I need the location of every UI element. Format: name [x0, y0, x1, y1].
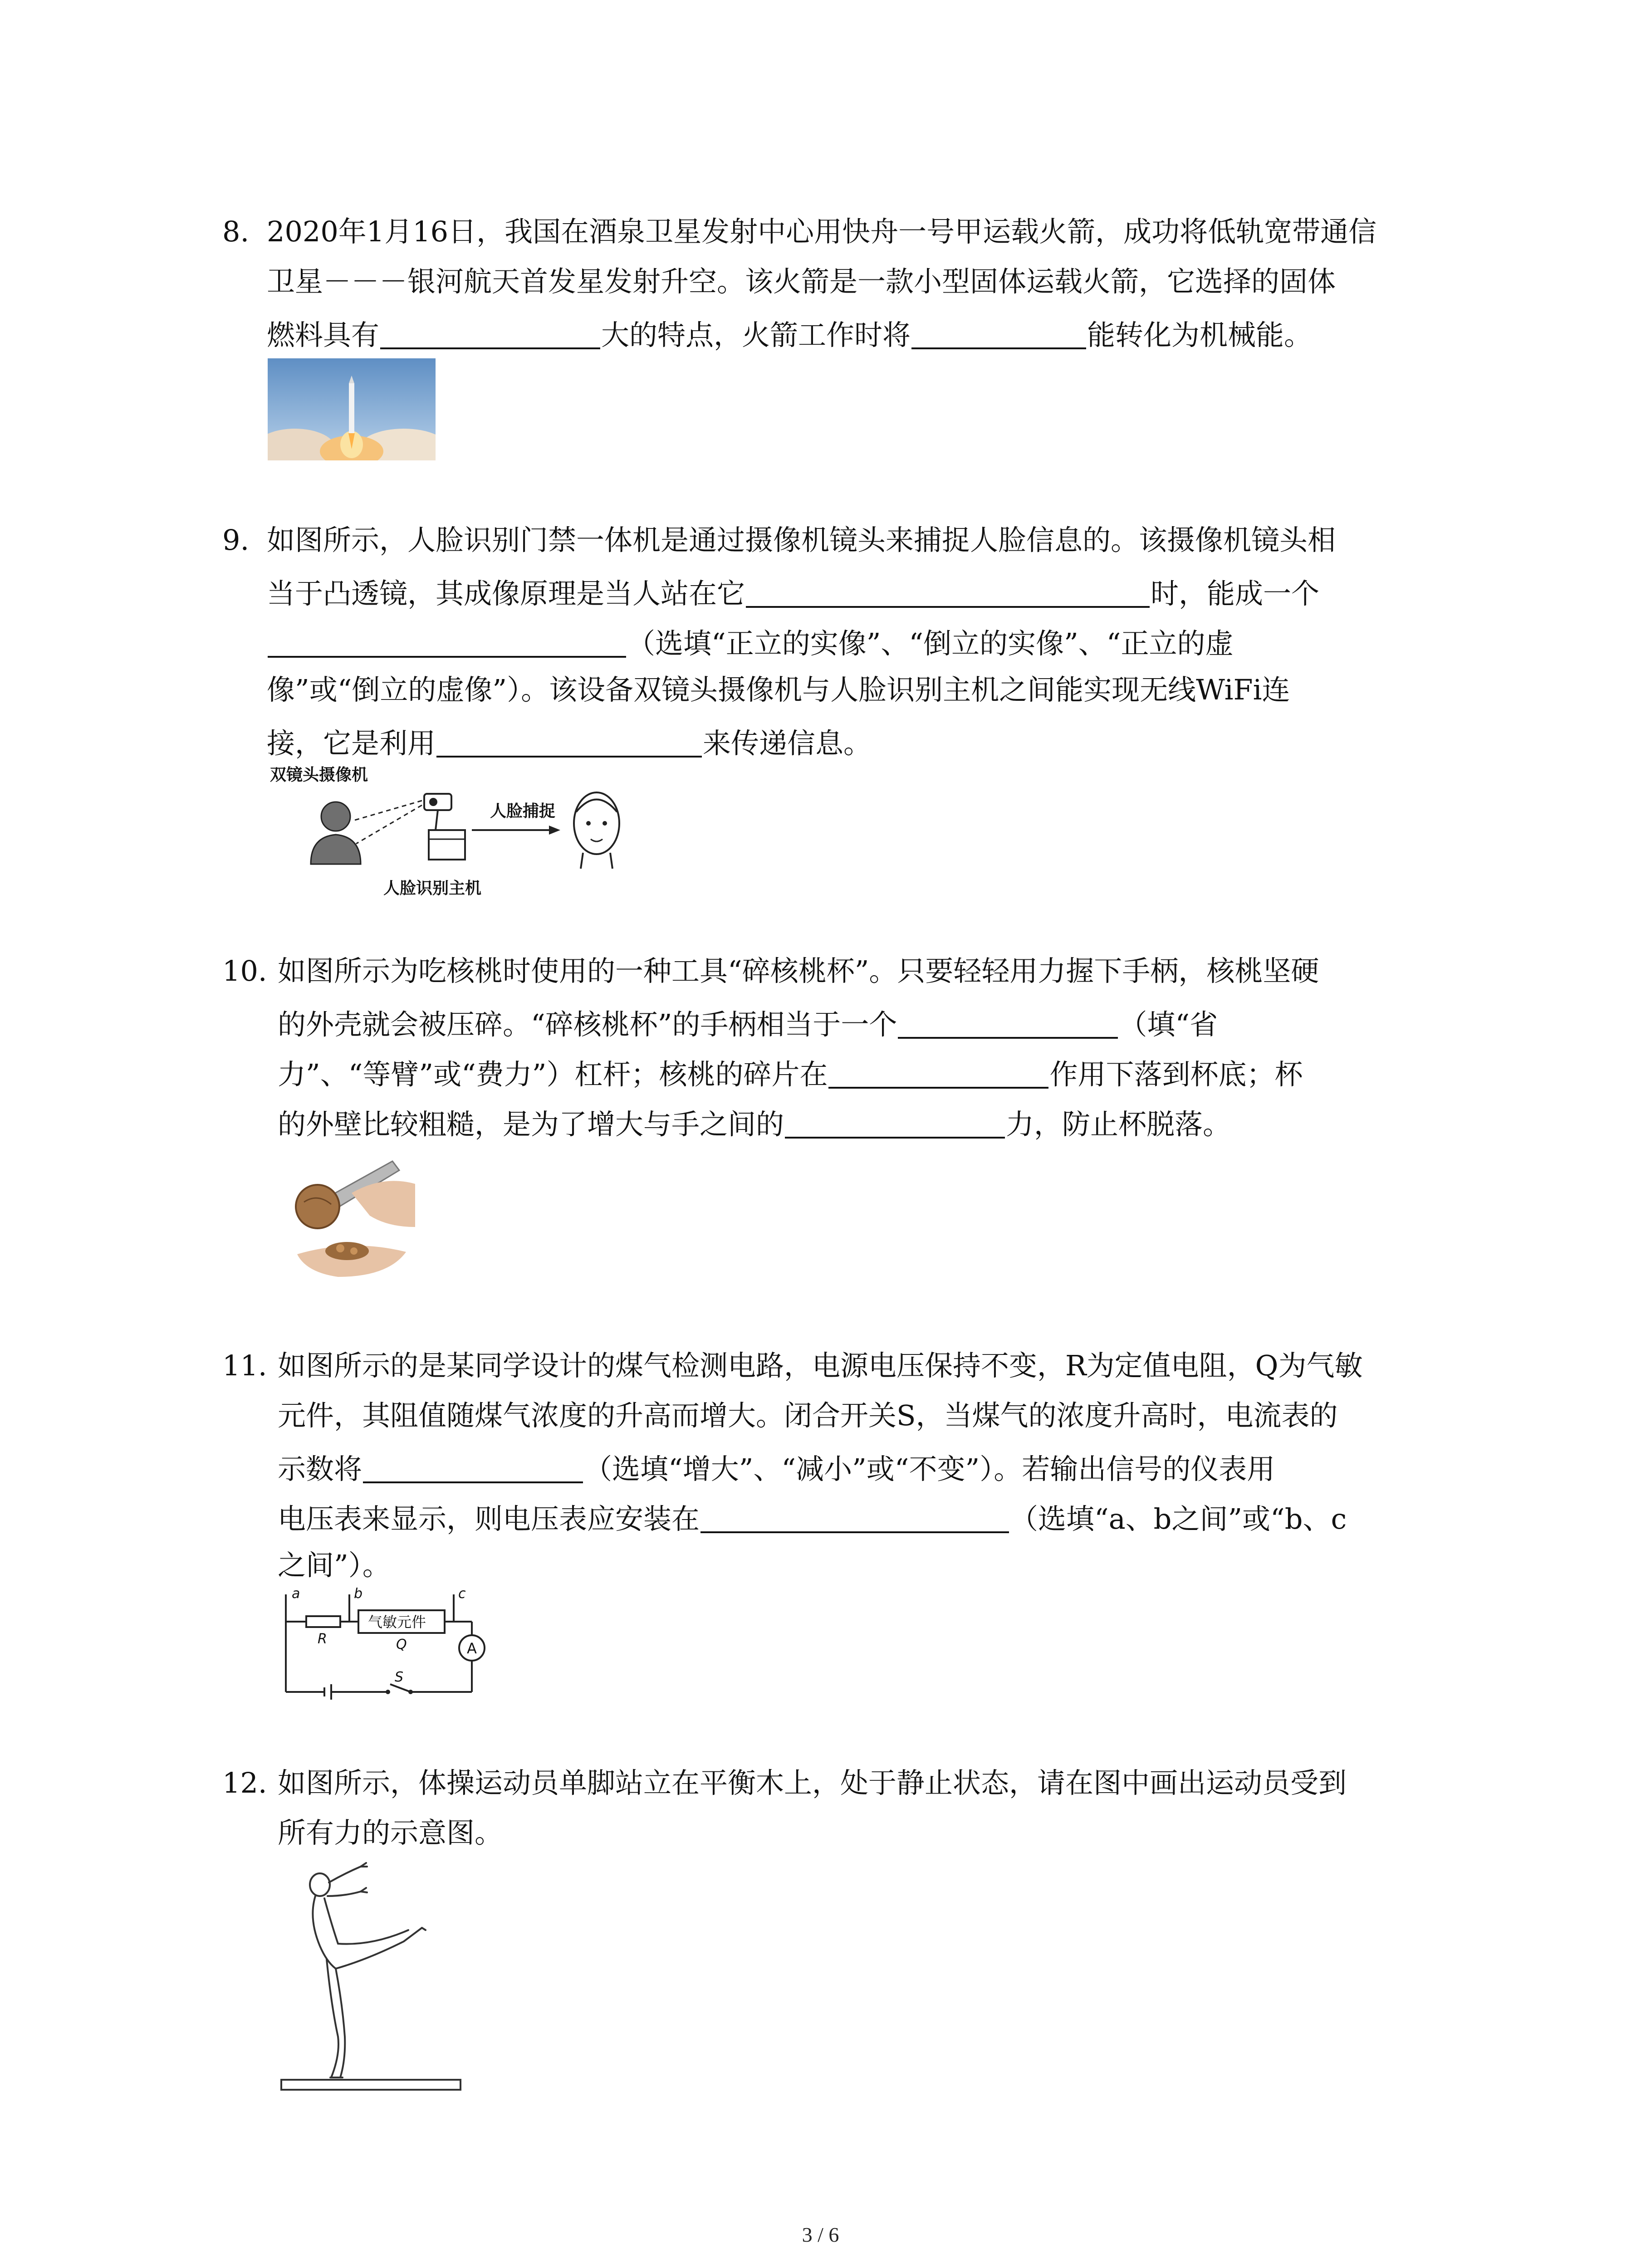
question-text: 示数将 [278, 1452, 362, 1486]
face-recognition-figure [268, 762, 658, 898]
question-number: 12. [222, 1766, 267, 1799]
circuit-diagram [279, 1585, 506, 1703]
question-text: 大的特点，火箭工作时将 [601, 318, 911, 352]
answer-blank[interactable] [911, 318, 1086, 349]
question-number: 9. [222, 523, 250, 557]
answer-blank[interactable] [746, 576, 1150, 608]
question-number: 11. [222, 1349, 267, 1382]
answer-blank[interactable] [700, 1501, 1009, 1533]
question-text: 当于凸透镜，其成像原理是当人站在它 [267, 577, 745, 610]
gas-sensor-label: 气敏元件 [368, 1613, 426, 1631]
page-number: 3 / 6 [802, 2223, 839, 2246]
question-text: （选填“正立的实像”、“倒立的实像”、“正立的虚 [627, 627, 1234, 660]
ammeter-label: A [467, 1640, 477, 1657]
question-text: 接，它是利用 [267, 727, 436, 760]
question-text: 来传递信息。 [703, 727, 872, 760]
question-number: 10. [222, 954, 267, 987]
question-text: 之间”）。 [278, 1549, 391, 1582]
figure-label-host: 人脸识别主机 [383, 879, 482, 898]
question-text: 如图所示为吃核桃时使用的一种工具“碎核桃杯”。只要轻轻用力握下手柄，核桃坚硬 [278, 954, 1319, 987]
question-text: 如图所示，体操运动员单脚站立在平衡木上，处于静止状态，请在图中画出运动员受到 [278, 1766, 1347, 1799]
answer-blank[interactable] [828, 1057, 1048, 1089]
question-text: 力，防止杯脱落。 [1006, 1108, 1231, 1141]
question-text: 作用下落到杯底；杯 [1049, 1058, 1303, 1091]
figure-label-camera: 双镜头摄像机 [270, 766, 368, 784]
question-text: （选填“增大”、“减小”或“不变”）。若输出信号的仪表用 [584, 1452, 1275, 1486]
question-text: 能转化为机械能。 [1087, 318, 1313, 352]
answer-blank[interactable] [898, 1007, 1118, 1039]
question-text: 电压表来显示，则电压表应安装在 [278, 1502, 700, 1535]
question-text: 元件，其阻值随煤气浓度的升高而增大。闭合开关S，当煤气的浓度升高时，电流表的 [278, 1399, 1338, 1432]
gymnast-balance-beam-figure [277, 1855, 467, 2105]
question-text: （选填“a、b之间”或“b、c [1010, 1502, 1347, 1535]
question-text: 的外壳就会被压碎。“碎核桃杯”的手柄相当于一个 [278, 1008, 897, 1041]
walnut-cracker-image [284, 1148, 420, 1281]
question-text: （填“省 [1119, 1008, 1218, 1041]
answer-blank[interactable] [380, 318, 600, 349]
question-number: 8. [222, 215, 250, 248]
resistor-label: R [318, 1631, 327, 1647]
question-text: 2020年1月16日，我国在酒泉卫星发射中心用快舟一号甲运载火箭，成功将低轨宽带通信 [267, 215, 1377, 248]
answer-blank[interactable] [436, 726, 702, 758]
switch-label: S [395, 1669, 404, 1685]
question-text: 时，能成一个 [1151, 577, 1320, 610]
answer-blank[interactable] [268, 626, 626, 658]
terminal-c-label: c [458, 1586, 466, 1602]
rocket-launch-image [268, 358, 436, 460]
question-text: 的外壁比较粗糙，是为了增大与手之间的 [278, 1108, 784, 1141]
terminal-b-label: b [354, 1586, 363, 1602]
answer-blank[interactable] [363, 1452, 583, 1483]
question-text: 如图所示，人脸识别门禁一体机是通过摄像机镜头来捕捉人脸信息的。该摄像机镜头相 [267, 523, 1336, 557]
question-text: 所有力的示意图。 [278, 1816, 503, 1849]
answer-blank[interactable] [785, 1107, 1005, 1139]
question-text: 力”、“等臂”或“费力”）杠杆；核桃的碎片在 [278, 1058, 828, 1091]
terminal-a-label: a [292, 1586, 300, 1602]
question-text: 卫星－－－银河航天首发星发射升空。该火箭是一款小型固体运载火箭，它选择的固体 [267, 265, 1336, 298]
figure-label-capture: 人脸捕捉 [490, 802, 556, 821]
question-text: 像”或“倒立的虚像”）。该设备双镜头摄像机与人脸识别主机之间能实现无线WiFi连 [267, 673, 1290, 706]
question-text: 如图所示的是某同学设计的煤气检测电路，电源电压保持不变，R为定值电阻，Q为气敏 [278, 1349, 1363, 1382]
sensor-q-label: Q [396, 1637, 407, 1652]
question-text: 燃料具有 [267, 318, 380, 352]
